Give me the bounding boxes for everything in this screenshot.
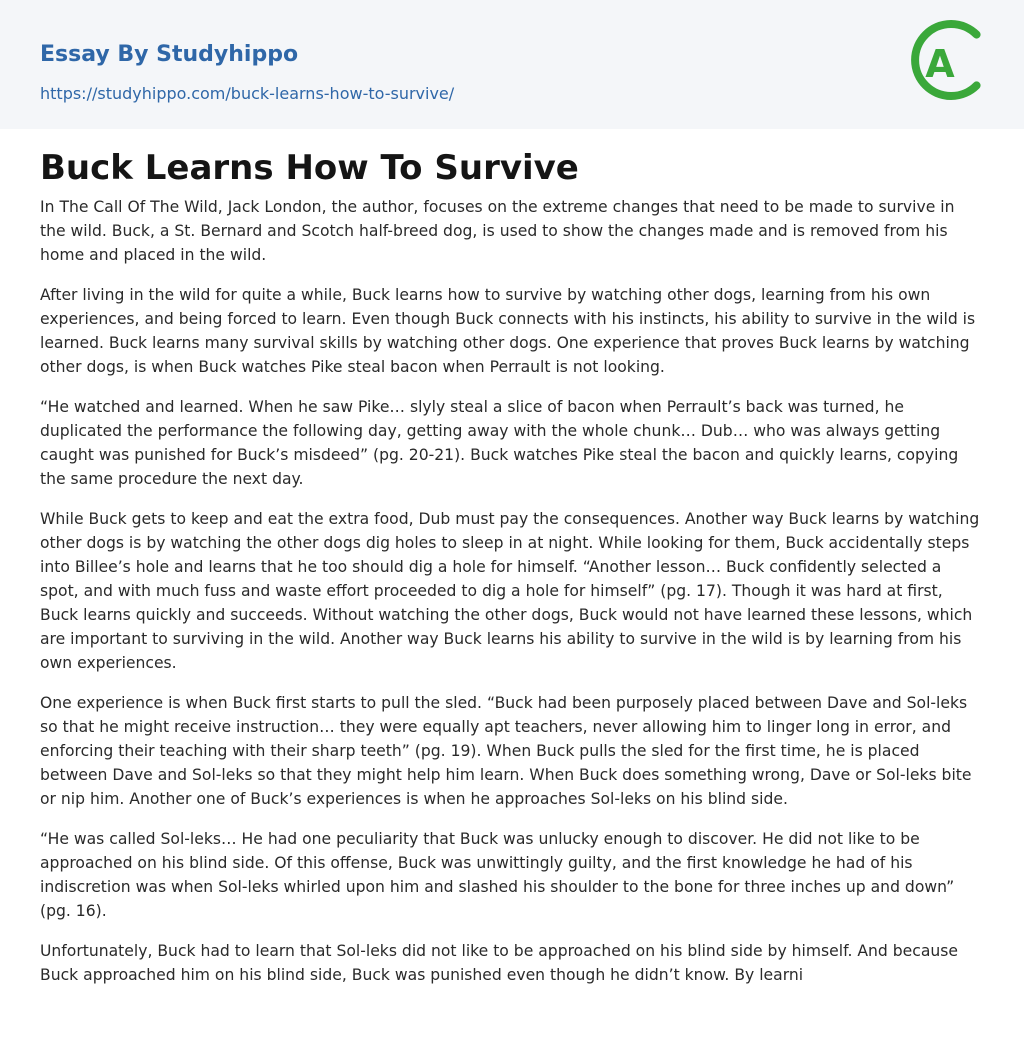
- source-url-link[interactable]: https://studyhippo.com/buck-learns-how-to-survive/: [40, 84, 455, 103]
- logo-letter: A: [925, 42, 955, 86]
- brand-title: Essay By Studyhippo: [40, 42, 299, 67]
- essay-paragraph: “He watched and learned. When he saw Pike… slyly steal a slice of bacon when Perrault’s back was turned, he duplicated the performance the following day, getting away with the whole chunk… Dub… who was always getting caught was punished for Buck’s misdeed” (pg. 20-21). Buck watches Pike steal the bacon and quickly learns, copying the same procedure the next day.: [40, 398, 959, 488]
- essay-title: Buck Learns How To Survive: [40, 148, 579, 188]
- essay-paragraph: While Buck gets to keep and eat the extra food, Dub must pay the consequences. Another way Buck learns by watching other dogs is by watching the other dogs dig holes to sleep in at night. While looking for them, Buck accidentally steps into Billee’s hole and learns that he too should dig a hole for himself. “Another lesson… Buck confidently selected a spot, and with much fuss and waste effort proceeded to dig a hole for himself” (pg. 17). Though it was hard at first, Buck learns quickly and succeeds. Without watching the other dogs, Buck would not have learned these lessons, which are important to surviving in the wild. Another way Buck learns his ability to survive in the wild is by learning from his own experiences.: [40, 510, 980, 672]
- site-header: [0, 0, 1024, 129]
- essay-content: [0, 129, 1024, 987]
- essay-paragraph: After living in the wild for quite a while, Buck learns how to survive by watching other dogs, learning from his own experiences, and being forced to learn. Even though Buck connects with his instincts, his ability to survive in the wild is learned. Buck learns many survival skills by watching other dogs. One experience that proves Buck learns by watching other dogs, is when Buck watches Pike steal bacon when Perrault is not looking.: [40, 286, 976, 376]
- studyhippo-logo-icon[interactable]: [906, 14, 990, 110]
- essay-paragraph: One experience is when Buck first starts to pull the sled. “Buck had been purposely placed between Dave and Sol-leks so that he might receive instruction… they were equally apt teachers, never allowing him to linger long in error, and enforcing their teaching with their sharp teeth” (pg. 19). When Buck pulls the sled for the first time, he is placed between Dave and Sol-leks so that they might help him learn. When Buck does something wrong, Dave or Sol-leks bite or nip him. Another one of Buck’s experiences is when he approaches Sol-leks on his blind side.: [40, 694, 972, 808]
- essay-paragraph: “He was called Sol-leks… He had one peculiarity that Buck was unlucky enough to discover. He did not like to be approached on his blind side. Of this offense, Buck was unwittingly guilty, and the first knowledge he had of his indiscretion was when Sol-leks whirled upon him and slashed his shoulder to the bone for three inches up and down” (pg. 16).: [40, 830, 955, 920]
- essay-paragraph: In The Call Of The Wild, Jack London, the author, focuses on the extreme changes that need to be made to survive in the wild. Buck, a St. Bernard and Scotch half-breed dog, is used to show the changes made and is removed from his home and placed in the wild.: [40, 198, 955, 264]
- essay-paragraph: Unfortunately, Buck had to learn that Sol-leks did not like to be approached on his blind side by himself. And because Buck approached him on his blind side, Buck was punished even though he didn’t know. By learni: [40, 942, 958, 984]
